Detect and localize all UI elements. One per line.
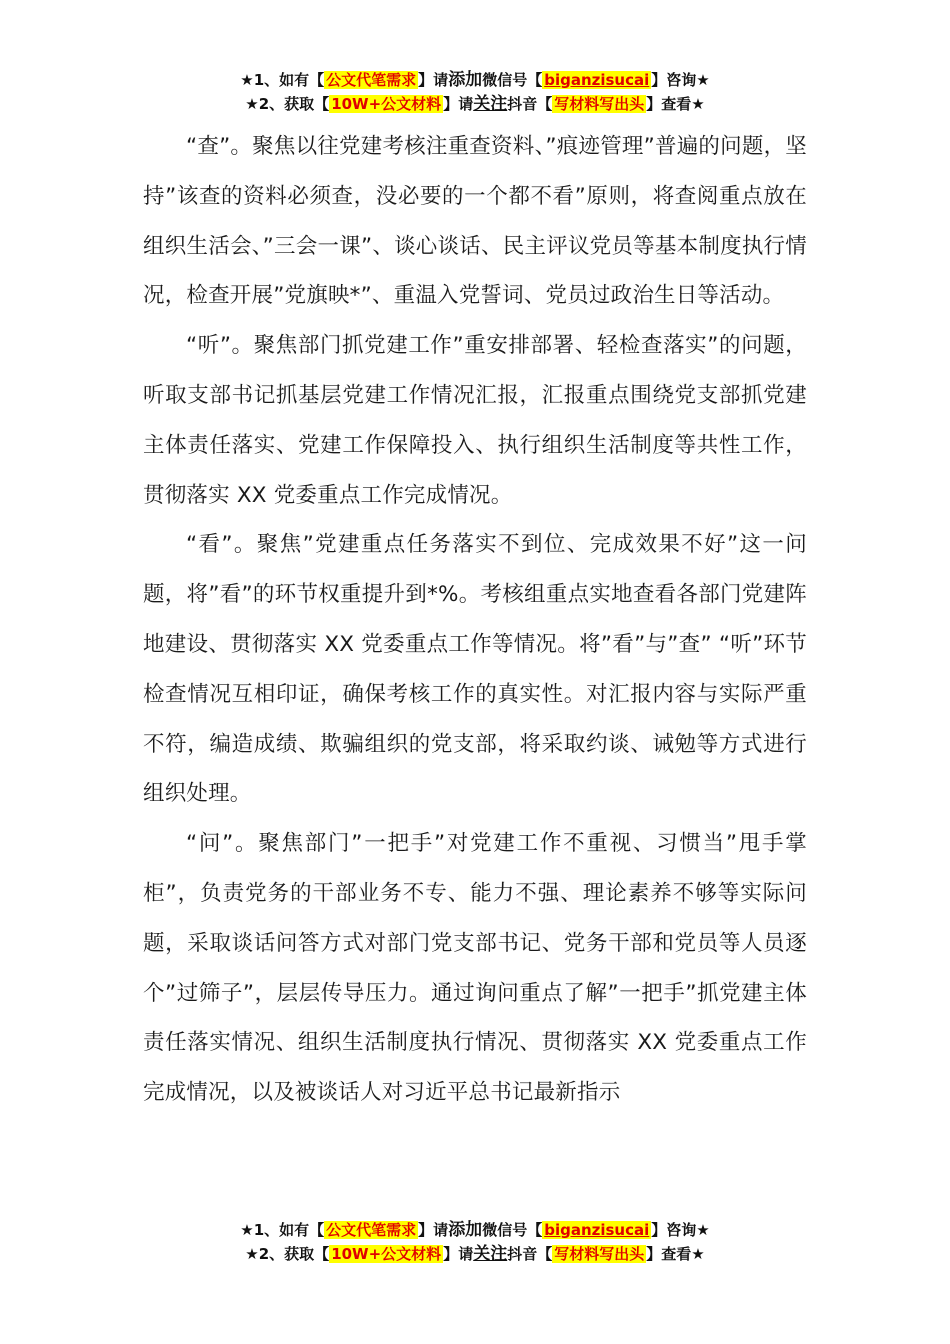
document-body (143, 122, 807, 1118)
paragraph-ting: “听”。聚焦部门抓党建工作”重安排部署、轻检查落实”的问题，听取支部书记抓基层党建工作情况汇报，汇报重点围绕党支部抓党建主体责任落实、党建工作保障投入、执行组织生活制度等共性工作，贯彻落实 XX 党委重点工作完成情况。 (143, 333, 807, 508)
paragraph-wen: “问”。聚焦部门”一把手”对党建工作不重视、习惯当”甩手掌柜”，负责党务的干部业务不专、能力不强、理论素养不够等实际问题，采取谈话问答方式对部门党支部书记、党务干部和党员等人员逐个”过筛子”，层层传导压力。通过询问重点了解”一把手”抓党建主体责任落实情况、组织生活制度执行情况、贯彻落实 XX 党委重点工作完成情况，以及被谈话人对习近平总书记最新指示 (143, 831, 807, 1106)
highlight-tag: 10W+公文材料 (331, 95, 442, 113)
highlight-tag: 10W+公文材料 (331, 1245, 442, 1263)
footer-banner-line-1: ★1、如有【 公文代笔需求 】请添加微信号【 biganzisucai 】咨询★ (240, 1220, 710, 1240)
footer-banner-line-2: ★2、获取【 10W+公文材料 】请关注抖音【 写材料写出头 】查看★ (245, 1244, 705, 1264)
wechat-id-tag: biganzisucai (544, 1221, 650, 1239)
wechat-id-tag: biganzisucai (544, 71, 650, 89)
highlight-tag: 公文代笔需求 (326, 71, 417, 89)
header-banner-line-1: ★1、如有【 公文代笔需求 】请添加微信号【 biganzisucai 】咨询★ (240, 70, 710, 90)
douyin-tag: 写材料写出头 (554, 1245, 645, 1263)
douyin-tag: 写材料写出头 (554, 95, 645, 113)
highlight-tag: 公文代笔需求 (326, 1221, 417, 1239)
header-banner-line-2: ★2、获取【 10W+公文材料 】请关注抖音【 写材料写出头 】查看★ (245, 94, 705, 114)
paragraph-kan: “看”。聚焦”党建重点任务落实不到位、完成效果不好”这一问题，将”看”的环节权重提升到*%。考核组重点实地查看各部门党建阵地建设、贯彻落实 XX 党委重点工作等情况。将”看”与”查” “听”环节检查情况互相印证，确保考核工作的真实性。对汇报内容与实际严重不符，编造成绩、欺骗组织的党支部，将采取约谈、诫勉等方式进行组织处理。 (143, 532, 807, 807)
header-banner (0, 68, 950, 116)
footer-banner (0, 1218, 950, 1266)
paragraph-cha: “查”。聚焦以往党建考核注重查资料、”痕迹管理”普遍的问题，坚持”该查的资料必须查，没必要的一个都不看”原则，将查阅重点放在组织生活会、”三会一课”、谈心谈话、民主评议党员等基本制度执行情况，检查开展”党旗映*”、重温入党誓词、党员过政治生日等活动。 (143, 134, 807, 309)
